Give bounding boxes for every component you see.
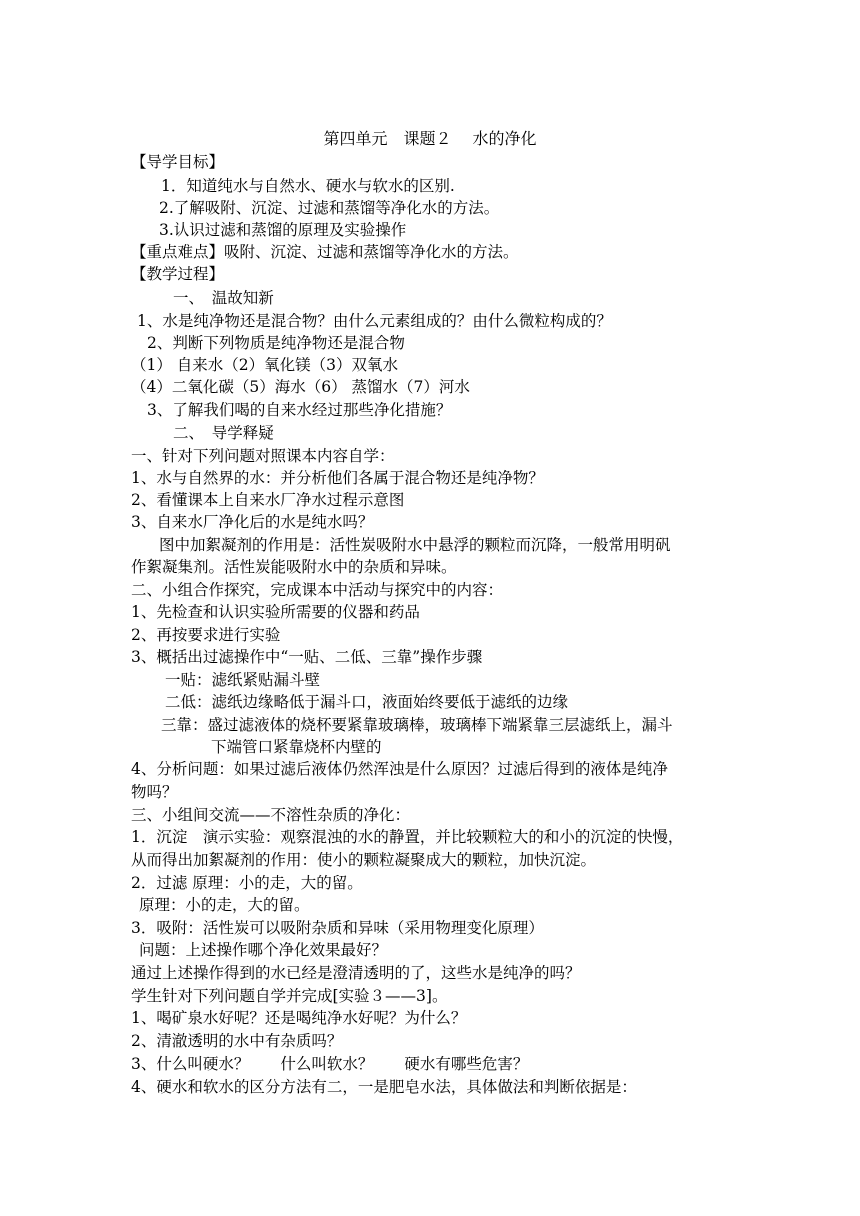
text-line: 物吗？: [131, 783, 178, 801]
text-line: 4、分析问题：如果过滤后液体仍然浑浊是什么原因？过滤后得到的液体是纯净: [131, 760, 668, 778]
section-heading: 【教学过程】: [131, 265, 225, 283]
text-line: 一、 温故知新: [173, 289, 274, 307]
text-line: 1、水与自然界的水：并分析他们各属于混合物还是纯净物？: [131, 469, 544, 487]
text-line: 3．吸附：活性炭可以吸附杂质和异味（采用物理变化原理）: [131, 919, 544, 937]
text-line: 2.了解吸附、沉淀、过滤和蒸馏等净化水的方法。: [159, 199, 500, 217]
text-line: 作絮凝集剂。活性炭能吸附水中的杂质和异味。: [131, 558, 457, 576]
text-line: 4、硬水和软水的区分方法有二，一是肥皂水法，具体做法和判断依据是：: [131, 1078, 637, 1096]
text-line: 二、小组合作探究，完成课本中活动与探究中的内容：: [131, 581, 504, 599]
text-line: 3、自来水厂净化后的水是纯水吗？: [131, 513, 374, 531]
text-line: 2、看懂课本上自来水厂净水过程示意图: [131, 491, 405, 509]
text-line: 1、先检查和认识实验所需要的仪器和药品: [131, 603, 420, 621]
text-line: （4）二氧化碳（5）海水（6） 蒸馏水（7）河水: [131, 378, 470, 396]
text-line: 二、 导学释疑: [173, 424, 274, 442]
text-line: 问题：上述操作哪个净化效果最好？: [139, 941, 388, 959]
text-line: 三靠：盛过滤液体的烧杯要紧靠玻璃棒，玻璃棒下端紧靠三层滤纸上，漏斗: [161, 716, 673, 734]
text-line: 2、清澈透明的水中有杂质吗？: [131, 1032, 343, 1050]
page-title: 第四单元 课题２ 水的净化: [323, 129, 537, 148]
section-heading: 【导学目标】: [131, 153, 225, 171]
text-line: 一、针对下列问题对照课本内容自学：: [131, 447, 395, 465]
text-line: 二低：滤纸边缘略低于漏斗口，液面始终要低于滤纸的边缘: [165, 693, 569, 711]
text-line: 2、再按要求进行实验: [131, 626, 281, 644]
text-line: 一贴：滤纸紧贴漏斗壁: [165, 671, 321, 689]
section-heading: 【重点难点】吸附、沉淀、过滤和蒸馏等净化水的方法。: [131, 243, 519, 261]
text-line: 通过上述操作得到的水已经是澄清透明的了，这些水是纯净的吗？: [131, 964, 581, 982]
text-line: 2．过滤 原理：小的走，大的留。: [131, 874, 363, 892]
text-line: 3、概括出过滤操作中“一贴、二低、三靠”操作步骤: [131, 648, 483, 666]
text-line: 3.认识过滤和蒸馏的原理及实验操作: [159, 221, 407, 239]
text-line: （1） 自来水（2）氧化镁（3）双氧水: [131, 356, 399, 374]
text-line: 3、了解我们喝的自来水经过那些净化措施？: [147, 401, 452, 419]
text-line: 从而得出加絮凝剂的作用：使小的颗粒凝聚成大的颗粒，加快沉淀。: [131, 851, 597, 869]
text-line: 下端管口紧靠烧杯内壁的: [211, 738, 382, 756]
text-line: 1．知道纯水与自然水、硬水与软水的区别.: [161, 177, 455, 195]
text-line: 2、判断下列物质是纯净物还是混合物: [147, 334, 405, 352]
text-line: 图中加絮凝剂的作用是：活性炭吸附水中悬浮的颗粒而沉降，一般常用明矾: [159, 536, 671, 554]
text-line: 3、什么叫硬水？ 什么叫软水？ 硬水有哪些危害？: [131, 1055, 529, 1073]
text-line: 1、喝矿泉水好呢？还是喝纯净水好呢？为什么？: [131, 1009, 467, 1027]
text-line: 三、小组间交流——不溶性杂质的净化：: [131, 806, 411, 824]
text-line: 原理：小的走，大的留。: [139, 896, 310, 914]
text-line: 学生针对下列问题自学并完成[实验３——3]。: [131, 987, 448, 1005]
text-line: 1、水是纯净物还是混合物？由什么元素组成的？由什么微粒构成的？: [137, 312, 612, 330]
text-line: 1．沉淀 演示实验：观察混浊的水的静置，并比较颗粒大的和小的沉淀的快慢，: [131, 828, 684, 846]
